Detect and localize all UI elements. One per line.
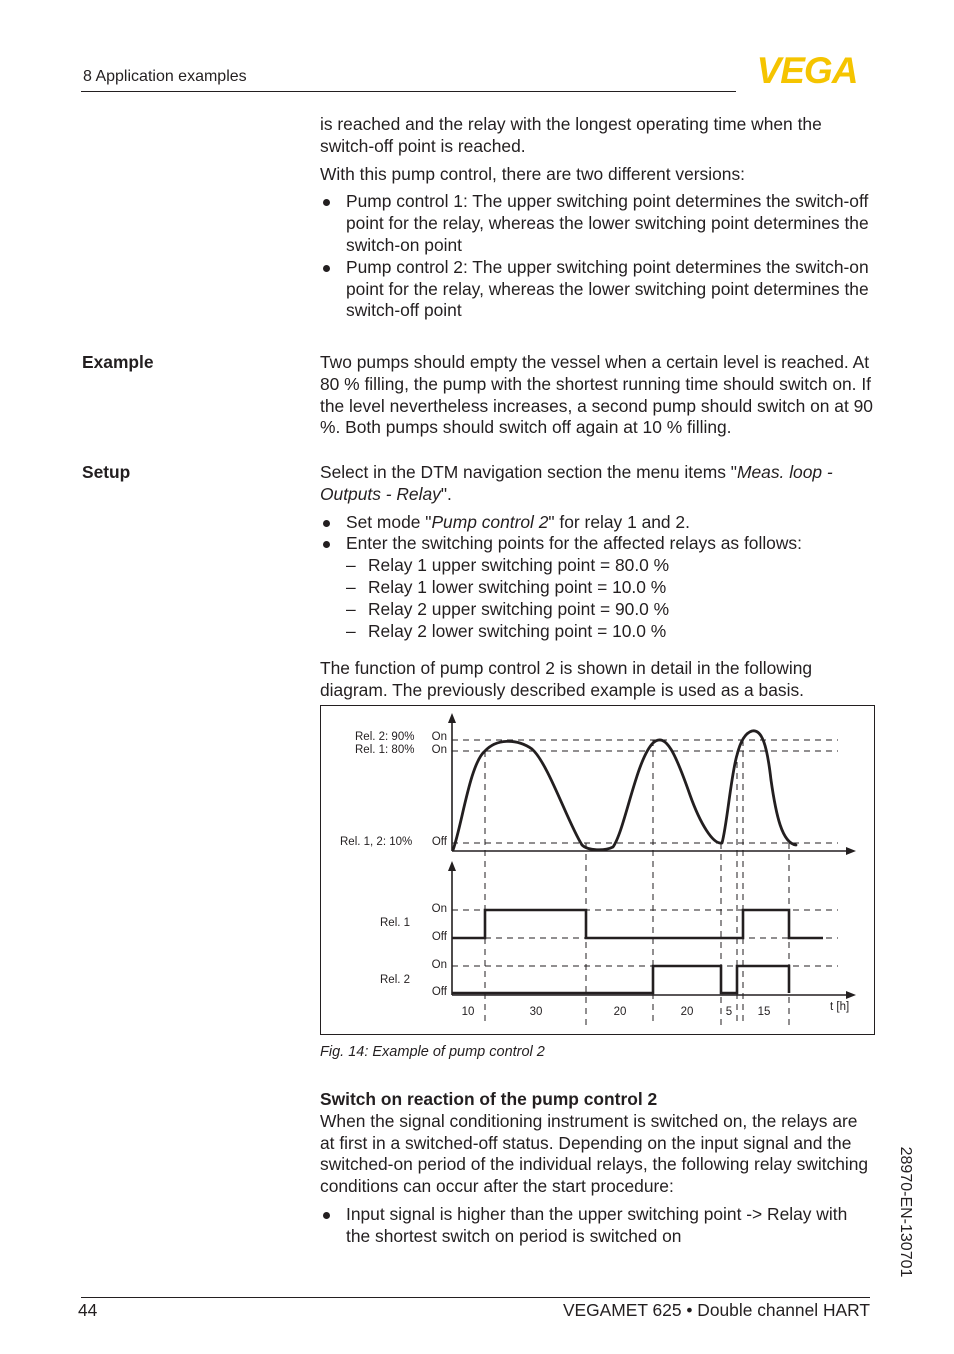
diagram-intro: The function of pump control 2 is shown in detail in the following diagram. The previously described example is used as a basis.	[320, 658, 813, 701]
duration-label: 15	[757, 1006, 771, 1018]
list-item: – Relay 2 upper switching point = 90.0 %	[346, 599, 876, 621]
list-item: Set mode "Pump control 2" for relay 1 and 2.	[320, 512, 876, 534]
on-label: On	[431, 731, 447, 743]
list-item: – Relay 2 lower switching point = 10.0 %	[346, 621, 876, 643]
on-label: On	[431, 903, 447, 915]
example-label: Example	[82, 352, 154, 372]
running-header: 8 Application examples	[83, 68, 247, 85]
switching-points-list	[320, 555, 876, 642]
rel2-label: Rel. 2	[380, 974, 411, 986]
footer-title: VEGAMET 625 • Double channel HART	[562, 1300, 870, 1320]
list-item: Pump control 1: The upper switching point determines the switch-off point for the relay, whereas the lower switching point determines the switch-on point	[320, 191, 876, 256]
setup-intro: Select in the DTM navigation section the menu items "Meas. loop - Outputs - Relay".	[320, 462, 833, 504]
intro-continuation: is reached and the relay with the longest operating time when the switch-off point is reached.	[320, 114, 822, 156]
footer-rule	[81, 1297, 870, 1298]
rel1-80-label: Rel. 1: 80%	[355, 744, 415, 756]
setup-list	[320, 512, 876, 556]
setup-label: Setup	[82, 462, 131, 482]
duration-label: 30	[529, 1006, 543, 1018]
document-code: 28970-EN-130701	[897, 1146, 914, 1278]
on-label: On	[431, 744, 447, 756]
list-item: Input signal is higher than the upper switching point -> Relay with the shortest switch on period is switched on	[320, 1204, 876, 1248]
off-label: Off	[431, 931, 447, 943]
off-label: Off	[431, 836, 447, 848]
on-label: On	[431, 959, 447, 971]
rel12-10-label: Rel. 1, 2: 10%	[340, 836, 413, 848]
time-axis-label: t [h]	[830, 1001, 850, 1013]
rel2-90-label: Rel. 2: 90%	[355, 731, 415, 743]
versions-list	[320, 191, 876, 322]
switch-on-block	[320, 1089, 876, 1248]
intro-block	[320, 114, 876, 322]
switch-on-text: When the signal conditioning instrument is switched on, the relays are at first in a switched-off status. Depending on the input signal and the switched-on period of the individual relays, the following relay switching conditions can occur after the start procedure:	[320, 1110, 869, 1197]
vega-logo	[741, 52, 873, 86]
duration-label: 5	[725, 1006, 733, 1018]
duration-label: 20	[680, 1006, 694, 1018]
setup-block	[320, 462, 876, 702]
figure-caption: Fig. 14: Example of pump control 2	[320, 1044, 545, 1060]
list-item: Enter the switching points for the affected relays as follows:	[320, 533, 876, 555]
list-item: – Relay 1 upper switching point = 80.0 %	[346, 555, 876, 577]
switch-on-heading: Switch on reaction of the pump control 2	[320, 1089, 658, 1109]
duration-label: 10	[461, 1006, 475, 1018]
pump-control-diagram	[320, 705, 875, 1035]
duration-label: 20	[613, 1006, 627, 1018]
svg-text:VEGA: VEGA	[756, 52, 858, 86]
rel1-label: Rel. 1	[380, 917, 411, 929]
list-item: – Relay 1 lower switching point = 10.0 %	[346, 577, 876, 599]
off-label: Off	[431, 986, 447, 998]
example-text: Two pumps should empty the vessel when a certain level is reached. At 80 % filling, the pump with the shortest running time should switch on. If the level nevertheless increases, a second pump should switch on at 90 %. Both pumps should switch off again at 10 % filling.	[320, 352, 873, 438]
header-rule	[81, 91, 736, 92]
versions-intro: With this pump control, there are two different versions:	[320, 163, 745, 184]
list-item: Pump control 2: The upper switching point determines the switch-on point for the relay, whereas the lower switching point determines the switch-off point	[320, 257, 876, 322]
switch-on-list	[320, 1204, 876, 1248]
page-number: 44	[78, 1300, 98, 1320]
